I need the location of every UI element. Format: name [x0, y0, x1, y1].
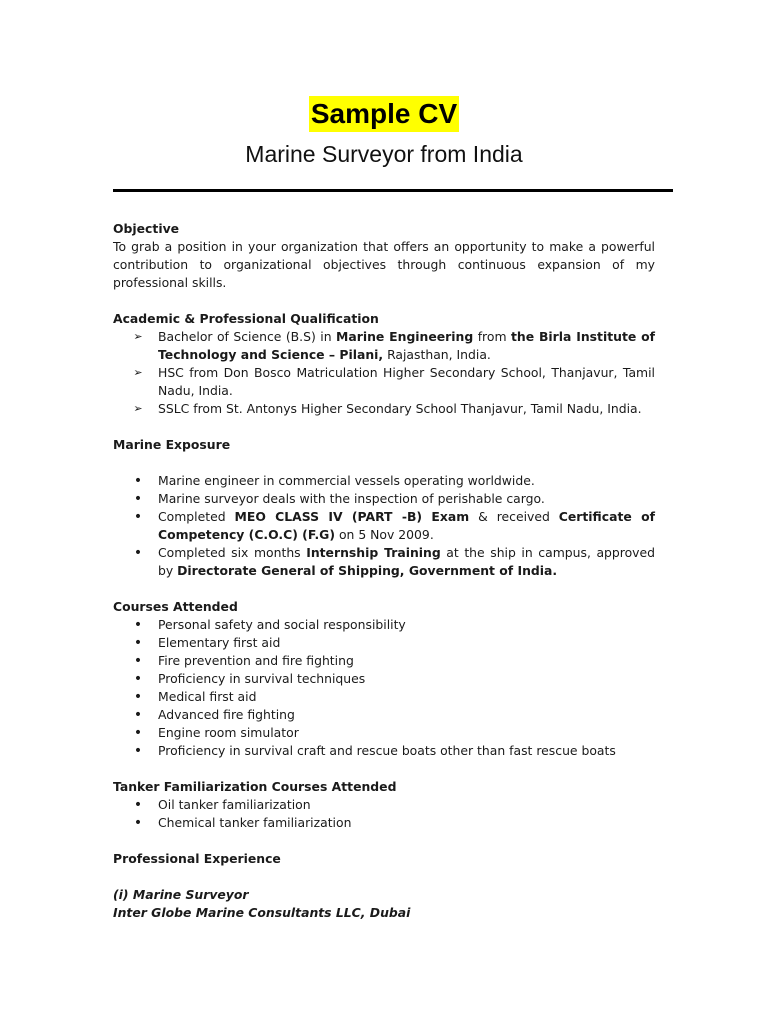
list-item	[113, 544, 655, 580]
list-item	[113, 814, 655, 832]
bullet-icon: •	[133, 491, 143, 507]
spacer	[113, 454, 655, 472]
bullet-icon: •	[133, 509, 143, 525]
list-item	[113, 742, 655, 760]
item-text: Oil tanker familiarization	[158, 797, 311, 812]
list-item	[113, 400, 655, 418]
item-bold-text: Internship Training	[306, 545, 441, 560]
item-text: Rajasthan, India.	[383, 347, 491, 362]
item-text: SSLC from St. Antonys Higher Secondary School Thanjavur, Tamil Nadu, India.	[158, 401, 642, 416]
spacer	[113, 868, 655, 886]
arrow-bullet-icon: ➢	[133, 330, 143, 343]
bullet-icon: •	[133, 725, 143, 741]
item-text: Completed six months	[158, 545, 307, 560]
item-bold-text: Directorate General of Shipping, Government of India.	[177, 563, 558, 578]
experience-role: (i) Marine Surveyor	[113, 887, 249, 902]
bullet-icon: •	[133, 815, 143, 831]
spacer	[113, 418, 655, 436]
arrow-bullet-icon: ➢	[133, 366, 143, 379]
item-text: Chemical tanker familiarization	[158, 815, 352, 830]
tanker-list	[113, 796, 655, 832]
list-item	[113, 472, 655, 490]
list-item	[113, 328, 655, 364]
item-text: Advanced fire fighting	[158, 707, 295, 722]
page-subtitle: Marine Surveyor from India	[245, 141, 523, 167]
objective-text: To grab a position in your organization that offers an opportunity to make a powerful contribution to organizational objectives through continuous expansion of my professional skills.	[113, 239, 655, 290]
spacer	[113, 292, 655, 310]
bullet-icon: •	[133, 617, 143, 633]
item-text: from	[473, 329, 511, 344]
item-text: Medical first aid	[158, 689, 257, 704]
item-text: Proficiency in survival techniques	[158, 671, 366, 686]
section-heading-experience: Professional Experience	[113, 851, 281, 866]
list-item	[113, 508, 655, 544]
section-heading-academic: Academic & Professional Qualification	[113, 311, 379, 326]
exposure-list	[113, 472, 655, 580]
item-bold-text: Certificate of Competency (C.O.C) (F.G)	[158, 509, 655, 542]
item-text: Marine surveyor deals with the inspection of perishable cargo.	[158, 491, 545, 506]
list-item	[113, 724, 655, 742]
spacer	[113, 192, 655, 220]
bullet-icon: •	[133, 689, 143, 705]
list-item	[113, 490, 655, 508]
item-bold-text: MEO CLASS IV (PART -B) Exam	[234, 509, 470, 524]
courses-list	[113, 616, 655, 760]
list-item	[113, 796, 655, 814]
spacer	[113, 760, 655, 778]
bullet-icon: •	[133, 473, 143, 489]
bullet-icon: •	[133, 671, 143, 687]
item-text: Elementary first aid	[158, 635, 281, 650]
section-heading-exposure: Marine Exposure	[113, 437, 231, 452]
item-text: Proficiency in survival craft and rescue boats other than fast rescue boats	[158, 743, 616, 758]
cv-page	[113, 0, 655, 922]
experience-company: Inter Globe Marine Consultants LLC, Dubai	[113, 905, 411, 920]
bullet-icon: •	[133, 635, 143, 651]
item-text: HSC from Don Bosco Matriculation Higher Secondary School, Thanjavur, Tamil Nadu, India.	[158, 365, 655, 398]
item-text: at the ship in campus, approved by	[158, 545, 655, 578]
list-item	[113, 688, 655, 706]
list-item	[113, 616, 655, 634]
page-title: Sample CV	[309, 96, 459, 132]
section-heading-courses: Courses Attended	[113, 599, 238, 614]
bullet-icon: •	[133, 797, 143, 813]
list-item	[113, 706, 655, 724]
bullet-icon: •	[133, 653, 143, 669]
academic-list	[113, 328, 655, 418]
list-item	[113, 670, 655, 688]
item-text: Completed	[158, 509, 235, 524]
title-block	[113, 96, 655, 132]
spacer	[113, 832, 655, 850]
item-text: Marine engineer in commercial vessels operating worldwide.	[158, 473, 535, 488]
arrow-bullet-icon: ➢	[133, 402, 143, 415]
list-item	[113, 634, 655, 652]
bullet-icon: •	[133, 707, 143, 723]
item-text: Bachelor of Science (B.S) in	[158, 329, 337, 344]
item-bold-text: Marine Engineering	[336, 329, 474, 344]
section-heading-objective: Objective	[113, 221, 180, 236]
bullet-icon: •	[133, 545, 143, 561]
item-text: Personal safety and social responsibility	[158, 617, 406, 632]
item-text: Engine room simulator	[158, 725, 299, 740]
spacer	[113, 580, 655, 598]
bullet-icon: •	[133, 743, 143, 759]
list-item	[113, 364, 655, 400]
section-heading-tanker: Tanker Familiarization Courses Attended	[113, 779, 397, 794]
item-text: Fire prevention and fire fighting	[158, 653, 354, 668]
item-text: on 5 Nov 2009.	[335, 527, 434, 542]
item-bold-text: the Birla Institute of Technology and Science – Pilani,	[158, 329, 656, 362]
list-item	[113, 652, 655, 670]
item-text: & received	[469, 509, 559, 524]
